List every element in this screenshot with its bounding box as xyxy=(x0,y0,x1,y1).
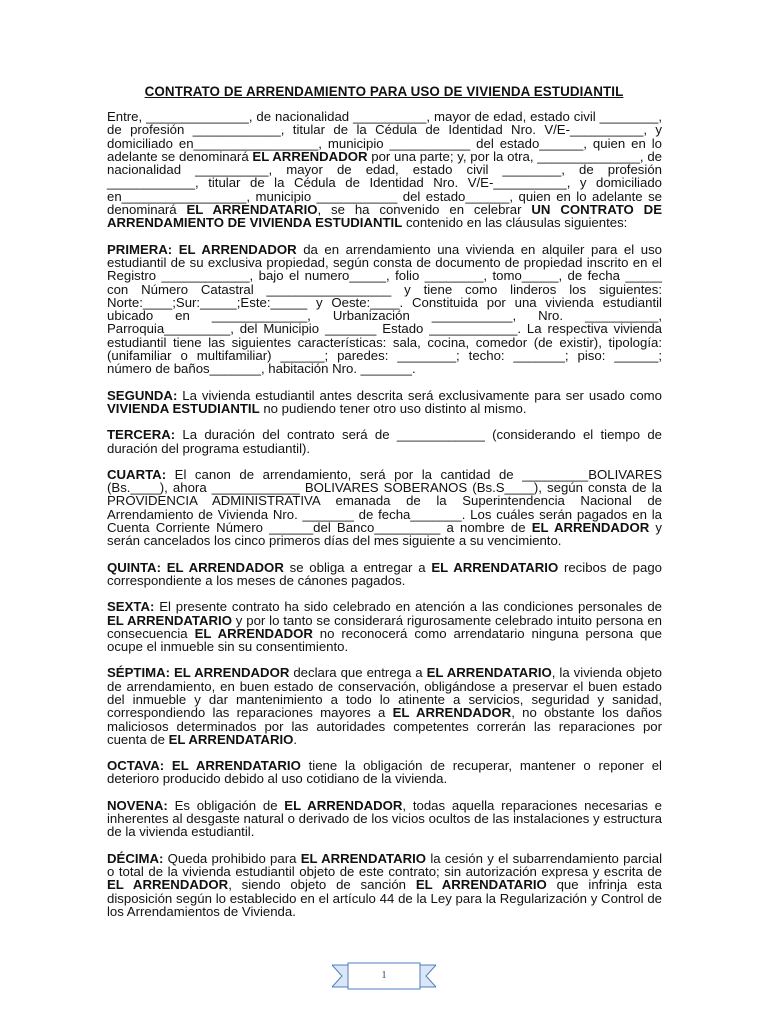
bold-text: EL ARRENDATARIO xyxy=(415,877,547,893)
text-run: da en arrendamiento una vivienda en alquiler para el uso estudiantil de su exclusiva propiedad, según consta de documento de propiedad inscrito en el Registro ____________, bajo el numero_____, folio ________, tomo_____, de fecha _____ con Número Catastral _________________ y tiene como linderos los siguientes: Norte:____;Sur:_____;Este:_____ y Oeste:____. Constituida por una vivienda estudiantil ubicado en _____________, Urbanización ___________, Nro. __________, Parroquia_________, del Municipio _______ Estado ____________. La respectiva vivienda estudiantil tiene las siguientes características: sala, cocina, comedor (de existir), tipología: (unifamiliar o multifamiliar) ______; paredes: ________; techo: _______; piso: ______; número de baños_______, habitación Nro. _______. xyxy=(107,241,662,377)
bold-text: CUARTA: xyxy=(107,466,167,482)
bold-text: EL ARRENDATARIO xyxy=(168,731,294,747)
bold-text: EL ARRENDATARIO xyxy=(431,559,559,575)
bold-text: EL ARRENDATARIO xyxy=(107,612,232,628)
bold-text: SEGUNDA: xyxy=(107,387,178,403)
text-run: Entre, ______________, de nacionalidad __________, mayor de edad, estado civil ________, de profesión ____________, titular de la Cédula de Identidad Nro. V/E-__________, y domiciliado en_________________, municipio ___________ del estado______, quien en lo adelante se denominará xyxy=(107,109,662,164)
text-run: . xyxy=(293,731,298,747)
bold-text: EL ARRENDADOR xyxy=(252,148,368,164)
bold-text: VIVIENDA ESTUDIANTIL xyxy=(107,400,260,416)
text-run: y serán cancelados los cinco primeros días del mes siguiente a su vencimiento. xyxy=(107,520,662,549)
bold-text: UN CONTRATO DE ARRENDAMIENTO DE VIVIENDA ESTUDIANTIL xyxy=(107,202,663,231)
clause-paragraph xyxy=(107,389,662,416)
text-run: que infrinja esta disposición según lo establecido en el artículo 44 de la Ley para la Regularización y Control de los Arrendamientos de Vivienda. xyxy=(107,877,662,919)
text-run: Queda prohibido para xyxy=(163,850,301,866)
clause-paragraph xyxy=(107,759,662,786)
bold-text: EL ARRENDADOR xyxy=(284,797,403,813)
bold-text: DÉCIMA: xyxy=(107,850,164,866)
clause-paragraph xyxy=(107,110,662,230)
text-run: se obliga a entregar a xyxy=(283,559,432,575)
document-body xyxy=(107,110,662,931)
bold-text: EL ARRENDADOR xyxy=(392,705,512,721)
text-run: contenido en las cláusulas siguientes: xyxy=(402,215,628,231)
clause-paragraph xyxy=(107,852,662,918)
page-number: 1 xyxy=(381,969,387,981)
clause-paragraph xyxy=(107,561,662,588)
document-title: CONTRATO DE ARRENDAMIENTO PARA USO DE VIVIENDA ESTUDIANTIL xyxy=(144,84,624,99)
text-run: La vivienda estudiantil antes descrita será exclusivamente para ser usado como xyxy=(177,387,662,403)
clause-paragraph xyxy=(107,799,662,839)
clause-paragraph xyxy=(107,243,662,376)
text-run: recibos de pago correspondiente a los meses de cánones pagados. xyxy=(107,559,662,588)
bold-text: QUINTA: EL ARRENDADOR xyxy=(107,559,284,575)
text-run: , todas aquella reparaciones necesarias e inherentes al desgaste natural o derivado de los vicios ocultos de las instalaciones y estructura de la vivienda estudiantil. xyxy=(107,797,663,840)
clause-paragraph xyxy=(107,600,662,653)
text-run: El presente contrato ha sido celebrado en atención a las condiciones personales de xyxy=(154,599,662,615)
text-run: , se ha convenido en celebrar xyxy=(317,202,532,218)
bold-text: SEXTA: xyxy=(107,599,155,615)
page-number-ribbon xyxy=(332,962,436,990)
text-run: declara que entrega a xyxy=(289,665,427,681)
bold-text: PRIMERA: EL ARRENDADOR xyxy=(107,241,297,257)
text-run: , la vivienda objeto de arrendamiento, en buen estado de conservación, obligándose a preservar el buen estado del inmueble y dar mantenimiento a todo lo atinente a servicios, seguridad y sanidad, correspondiendo las reparaciones mayores a xyxy=(107,665,662,721)
bold-text: EL ARRENDADOR xyxy=(531,520,650,536)
text-run: no reconocerá como arrendatario ninguna persona que ocupe el inmueble sin su consentimiento. xyxy=(107,625,662,655)
bold-text: EL ARRENDATARIO xyxy=(300,850,427,866)
text-run: La duración del contrato será de ____________ (considerando el tiempo de duración del programa estudiantil). xyxy=(107,427,662,456)
bold-text: OCTAVA: EL ARRENDATARIO xyxy=(107,758,301,774)
bold-text: EL ARRENDADOR xyxy=(107,877,229,893)
bold-text: SÉPTIMA: EL ARRENDADOR xyxy=(107,665,290,681)
text-run: y por lo tanto se considerará rigurosamente celebrado intuito persona en consecuencia xyxy=(107,612,662,641)
clause-paragraph xyxy=(107,666,662,746)
bold-text: EL ARRENDADOR xyxy=(194,625,313,641)
bold-text: TERCERA: xyxy=(107,427,176,443)
clause-paragraph xyxy=(107,428,662,455)
bold-text: NOVENA: xyxy=(107,797,168,813)
text-run: la cesión y el subarrendamiento parcial o total de la vivienda estudiantil objeto de este contrato; sin autorización expresa y escrita de xyxy=(107,850,662,879)
text-run: no pudiendo tener otro uso distinto al mismo. xyxy=(259,400,527,416)
text-run: El canon de arrendamiento, será por la cantidad de _________BOLIVARES (Bs.____), ahora ____________ BOLIVARES SOBERANOS (Bs.S____), según consta de la PROVIDENCIA ADMINISTRATIVA emanada de la Superintendencia Nacional de Arrendamiento de Vivienda Nro. _______ de fecha_______. Los cuáles serán pagados en la Cuenta Corriente Número ______del Banco_________ a nombre de xyxy=(107,466,662,536)
bold-text: EL ARRENDATARIO xyxy=(426,665,552,681)
text-run: tiene la obligación de recuperar, mantener o reponer el deterioro producido debido al uso cotidiano de la vivienda. xyxy=(107,758,662,787)
text-run: , no obstante los daños maliciosos determinados por las autoridades competentes correrán las reparaciones por cuenta de xyxy=(107,705,663,747)
text-run: , siendo objeto de sanción xyxy=(228,877,416,893)
bold-text: EL ARRENDATARIO xyxy=(186,202,318,218)
clause-paragraph xyxy=(107,468,662,548)
text-run: por una parte; y, por la otra, ______________, de nacionalidad __________, mayor de edad, estado civil ________, de profesión ____________, titular de la Cédula de Identidad Nro. V/E-__________, y domiciliado en_________________, municipio ___________ del estado______, quien en lo adelante se denominará xyxy=(107,148,662,218)
text-run: Es obligación de xyxy=(167,797,285,813)
